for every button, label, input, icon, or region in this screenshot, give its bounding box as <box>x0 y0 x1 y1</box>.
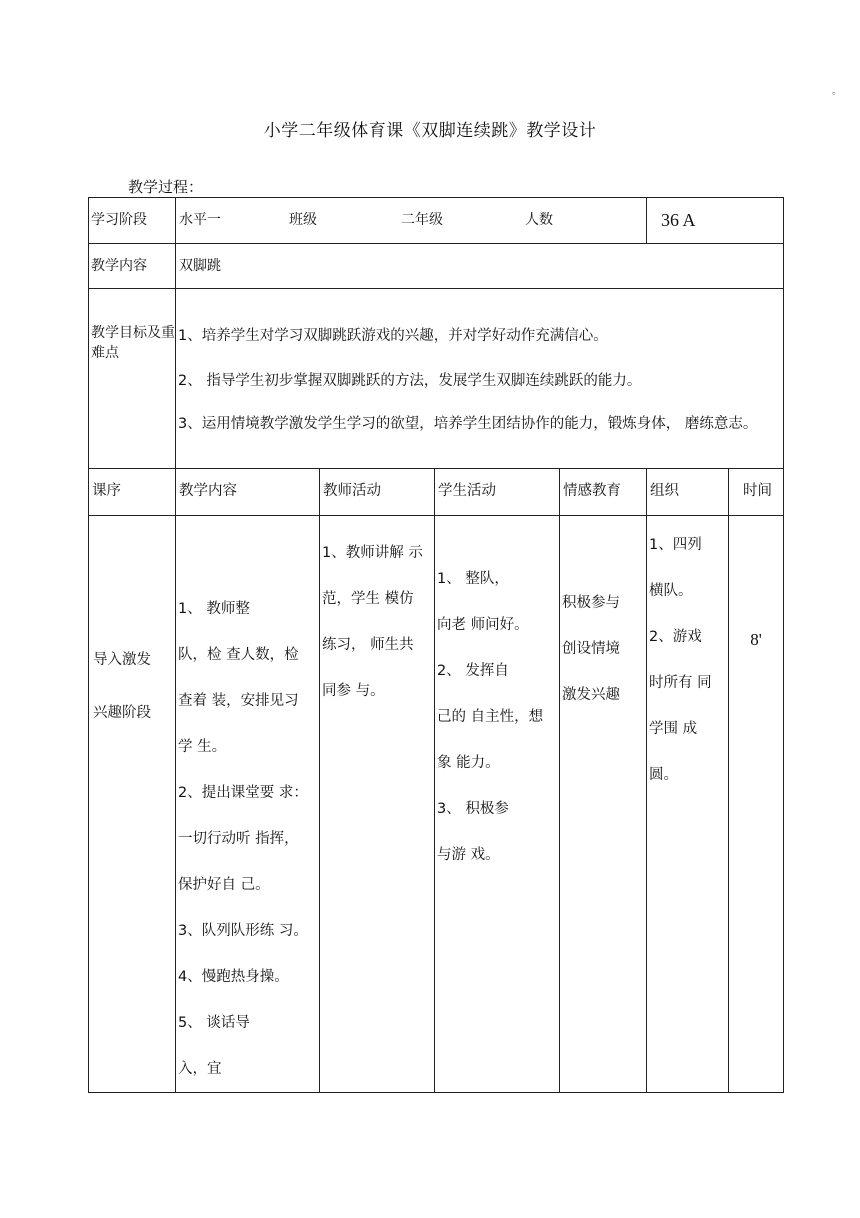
label-goals: 教学目标及重难点 <box>89 289 176 469</box>
count-value: 36 A <box>647 198 784 244</box>
content-line: 一切行动听 指挥， <box>178 831 299 847</box>
student-line: 己的 自主性，想 <box>437 709 544 725</box>
teacher-activity-cell <box>320 516 435 1093</box>
teacher-line: 练习， 师生共 <box>322 637 414 653</box>
header-sequence: 课序 <box>89 469 176 516</box>
row-stage-info <box>89 198 784 244</box>
lesson-plan-table <box>88 197 784 1093</box>
content-line: 5、 谈话导 <box>178 1015 250 1031</box>
header-student: 学生活动 <box>435 469 560 516</box>
emotion-line: 激发兴趣 <box>562 687 620 703</box>
goal-item-3: 3、运用情境教学激发学生学习的欲望，培养学生团结协作的能力，锻炼身体， 磨练意志。 <box>178 415 758 432</box>
student-line: 向老 师问好。 <box>437 617 529 633</box>
teacher-line: 同参 与。 <box>322 683 385 699</box>
class-label: 班级 <box>289 212 317 229</box>
section-label: 教学过程： <box>128 178 204 196</box>
student-activity-cell <box>435 516 560 1093</box>
label-teaching-content: 教学内容 <box>89 244 176 289</box>
emotion-line: 积极参与 <box>562 595 620 611</box>
goal-item-2: 2、 指导学生初步掌握双脚跳跃的方法，发展学生双脚连续跳跃的能力。 <box>178 372 642 389</box>
label-learning-stage: 学习阶段 <box>89 198 176 244</box>
count-label: 人数 <box>525 212 553 229</box>
emotion-line: 创设情境 <box>562 641 620 657</box>
content-line: 入，宜 <box>178 1061 222 1077</box>
student-line: 1、 整队， <box>437 571 509 587</box>
document-title: 小学二年级体育课《双脚连续跳》教学设计 <box>263 121 597 141</box>
org-line: 2、游戏 <box>649 629 702 645</box>
org-line: 横队。 <box>649 583 693 599</box>
content-line: 学 生。 <box>178 739 227 755</box>
header-content: 教学内容 <box>176 469 320 516</box>
emotion-cell <box>560 516 647 1093</box>
corner-mark: 。 <box>832 86 842 97</box>
content-cell <box>176 516 320 1093</box>
content-line: 1、 教师整 <box>178 601 250 617</box>
student-line: 象 能力。 <box>437 755 500 771</box>
org-line: 时所有 同 <box>649 675 712 691</box>
level-value: 水平一 <box>179 212 221 229</box>
student-line: 与游 戏。 <box>437 847 500 863</box>
grade-value: 二年级 <box>401 212 443 229</box>
student-line: 2、 发挥自 <box>437 663 509 679</box>
teaching-content-value: 双脚跳 <box>176 244 784 289</box>
header-time: 时间 <box>729 469 784 516</box>
header-row <box>89 469 784 516</box>
student-line: 3、 积极参 <box>437 801 509 817</box>
stage-line-1: 导入激发 <box>93 652 151 668</box>
content-line: 保护好自 己。 <box>178 877 270 893</box>
teacher-line: 范，学生 模仿 <box>322 591 414 607</box>
lesson-stage-row <box>89 516 784 1093</box>
header-organization: 组织 <box>647 469 729 516</box>
stage-name-cell <box>89 516 176 1093</box>
row-goals <box>89 289 784 469</box>
content-line: 队，检 查人数，检 <box>178 647 299 663</box>
time-value: 8' <box>729 516 784 1093</box>
content-line: 4、慢跑热身操。 <box>178 969 289 985</box>
stage-line-2: 兴趣阶段 <box>93 705 151 721</box>
organization-cell <box>647 516 729 1093</box>
org-line: 1、四列 <box>649 537 702 553</box>
header-emotion: 情感教育 <box>560 469 647 516</box>
content-line: 2、提出课堂要 求： <box>178 785 308 801</box>
org-line: 学围 成圆。 <box>649 721 698 783</box>
teacher-line: 1、教师讲解 示 <box>322 545 423 561</box>
goals-cell <box>176 289 784 469</box>
row-teaching-content <box>89 244 784 289</box>
stage-info-cell <box>176 198 647 244</box>
header-teacher: 教师活动 <box>320 469 435 516</box>
content-line: 查着 装，安排见习 <box>178 693 299 709</box>
content-line: 3、队列队形练 习。 <box>178 923 308 939</box>
goal-item-1: 1、培养学生对学习双脚跳跃游戏的兴趣，并对学好动作充满信心。 <box>178 327 608 344</box>
